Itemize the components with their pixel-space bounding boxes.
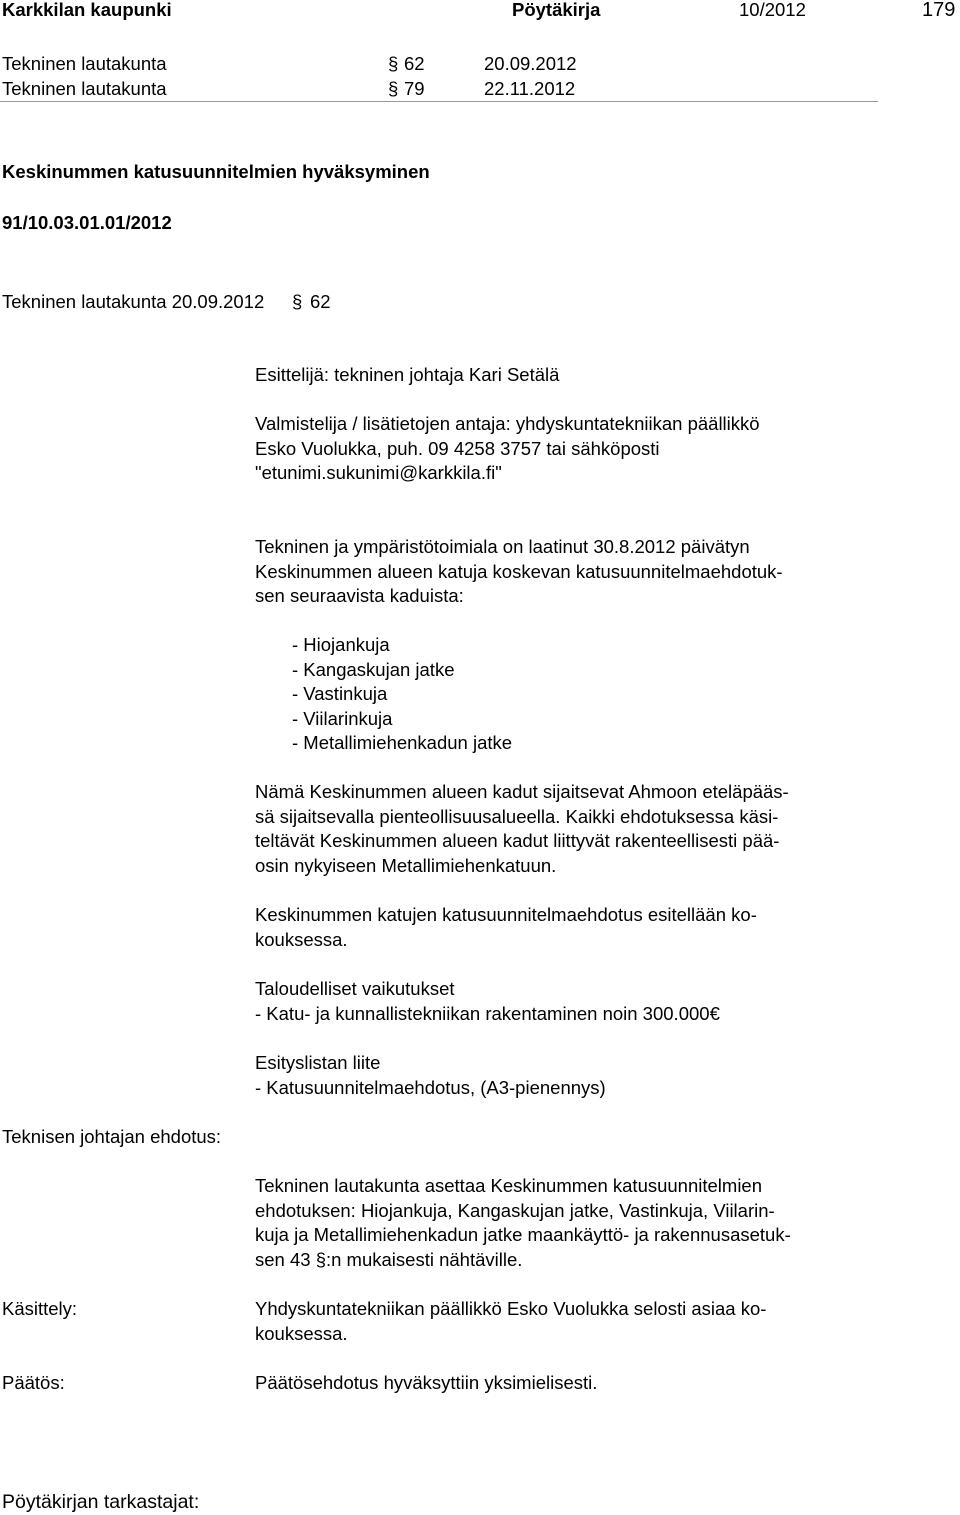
presentation-paragraph xyxy=(255,903,875,952)
proposal-paragraph xyxy=(255,1174,875,1272)
list-item: - Viilarinkuja xyxy=(292,707,393,729)
decision-text: Päätösehdotus hyväksyttiin yksimielisesti. xyxy=(255,1372,598,1393)
financial-heading: Taloudelliset vaikutukset xyxy=(255,978,455,999)
proposal-line: kuja ja Metallimiehenkadun jatke maankäyttö- ja rakennusasetuk- xyxy=(255,1224,791,1245)
intro-line: sen seuraavista kaduista: xyxy=(255,585,464,606)
preparer-line: Valmistelija / lisätietojen antaja: yhdyskuntatekniikan päällikkö xyxy=(255,413,760,434)
intro-line: Tekninen ja ympäristötoimiala on laatinut 30.8.2012 päivätyn xyxy=(255,536,750,557)
item-title: Keskinummen katusuunnitelmien hyväksyminen xyxy=(2,161,430,182)
header-divider xyxy=(0,101,878,102)
meeting-date-2: 22.11.2012 xyxy=(484,78,576,99)
intro-line: Keskinummen alueen katuja koskevan katusuunnitelmaehdotuk- xyxy=(255,560,783,582)
proposal-line: Tekninen lautakunta asettaa Keskinummen katusuunnitelmien xyxy=(255,1175,763,1196)
attachment-section xyxy=(255,1051,875,1100)
meeting-board-2: Tekninen lautakunta xyxy=(2,78,167,99)
financial-line xyxy=(255,1002,875,1027)
org-name: Karkkilan kaupunki xyxy=(2,0,172,20)
preparer-block xyxy=(255,412,875,486)
presenter-line: Esittelijä: tekninen johtaja Kari Setälä xyxy=(255,364,560,385)
proposal-label: Teknisen johtajan ehdotus: xyxy=(2,1126,222,1147)
handling-label: Käsittely: xyxy=(2,1298,78,1319)
intro-paragraph xyxy=(255,535,875,609)
handling-line: kouksessa. xyxy=(255,1322,348,1344)
presentation-line: kouksessa. xyxy=(255,928,348,950)
section-sign-2: § xyxy=(388,78,399,99)
handling-paragraph xyxy=(255,1297,875,1346)
list-item: - Vastinkuja xyxy=(292,683,388,704)
streets-list xyxy=(292,633,512,756)
list-item: - Metallimiehenkadun jatke xyxy=(292,732,513,753)
doc-type: Pöytäkirja xyxy=(512,0,601,20)
proposal-line-end: :n mukaisesti nähtäville. xyxy=(325,1248,523,1270)
currency-symbol: € xyxy=(709,1002,720,1024)
proposal-section-sign: § xyxy=(315,1248,326,1270)
meeting-date-1: 20.09.2012 xyxy=(484,53,577,74)
meeting-line: Tekninen lautakunta 20.09.2012 xyxy=(2,291,265,312)
verifiers-label: Pöytäkirjan tarkastajat: xyxy=(2,1491,200,1513)
presentation-line: Keskinummen katujen katusuunnitelmaehdotus esitellään ko- xyxy=(255,904,757,925)
attachment-line: - Katusuunnitelmaehdotus, (A3-pienennys) xyxy=(255,1076,606,1098)
preparer-line: Esko Vuolukka, puh. 09 4258 3757 tai sähköposti xyxy=(255,437,660,459)
list-item: - Hiojankuja xyxy=(292,634,390,655)
location-line: teltävät Keskinummen alueen kadut liittyvät rakenteellisesti pää- xyxy=(255,830,780,851)
preparer-line: "etunimi.sukunimi@karkkila.fi" xyxy=(255,462,502,483)
location-paragraph xyxy=(255,780,875,878)
page-number: 179 xyxy=(922,0,956,21)
meeting-section: 62 xyxy=(310,291,331,312)
meeting-section-2: 79 xyxy=(404,78,425,99)
financial-text: - Katu- ja kunnallistekniikan rakentaminen noin 300.000 xyxy=(255,1002,710,1024)
proposal-line-start: sen 43 xyxy=(255,1248,316,1270)
proposal-line xyxy=(255,1248,875,1273)
meeting-section-1: 62 xyxy=(404,53,425,74)
location-line: sä sijaitsevalla pienteollisuusalueella. Kaikki ehdotuksessa käsi- xyxy=(255,805,779,827)
issue-number: 10/2012 xyxy=(739,0,806,20)
decision-label: Päätös: xyxy=(2,1372,65,1393)
record-number: 91/10.03.01.01/2012 xyxy=(2,212,172,233)
location-line: Nämä Keskinummen alueen kadut sijaitsevat Ahmoon eteläpääs- xyxy=(255,781,789,802)
location-line: osin nykyiseen Metallimiehenkatuun. xyxy=(255,854,557,876)
meeting-section-sign: § xyxy=(292,291,303,312)
attachment-heading: Esityslistan liite xyxy=(255,1052,381,1073)
list-item: - Kangaskujan jatke xyxy=(292,658,455,680)
section-sign-1: § xyxy=(388,53,399,74)
meeting-board-1: Tekninen lautakunta xyxy=(2,53,167,74)
proposal-line: ehdotuksen: Hiojankuja, Kangaskujan jatke, Vastinkuja, Viilarin- xyxy=(255,1199,775,1221)
handling-line: Yhdyskuntatekniikan päällikkö Esko Vuolukka selosti asiaa ko- xyxy=(255,1298,767,1319)
financial-section xyxy=(255,977,875,1026)
